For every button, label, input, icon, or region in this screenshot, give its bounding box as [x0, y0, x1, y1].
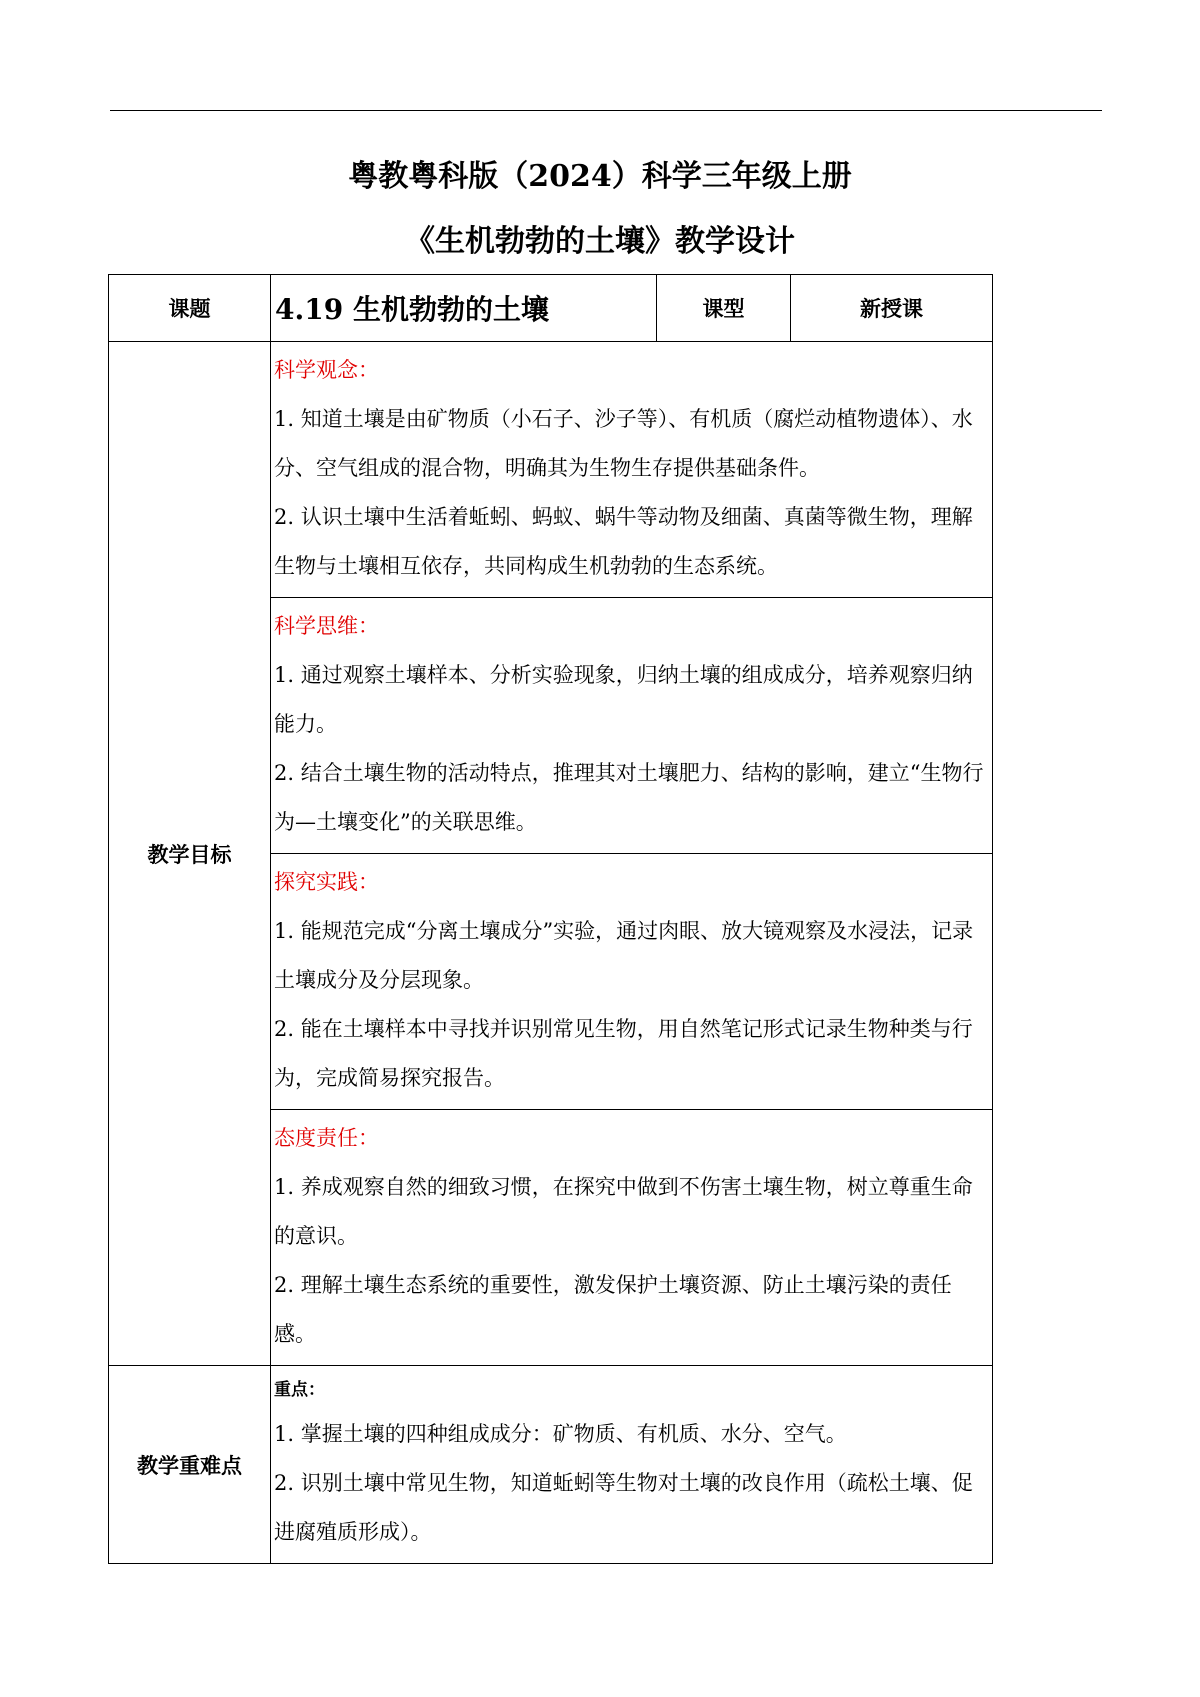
key-point-item: 2. 识别土壤中常见生物，知道蚯蚓等生物对土壤的改良作用（疏松土壤、促进腐殖质形成）。 [274, 1471, 973, 1544]
objective-section [271, 854, 993, 1110]
objective-item: 2. 认识土壤中生活着蚯蚓、蚂蚁、蜗牛等动物及细菌、真菌等微生物，理解生物与土壤相互依存，共同构成生机勃勃的生态系统。 [274, 505, 973, 578]
key-points-heading: 重点： [274, 1380, 325, 1400]
key-points-content [271, 1366, 993, 1564]
top-rule [110, 110, 1102, 111]
key-points-row [109, 1366, 993, 1564]
document-title-line1: 粤教粤科版（2024）科学三年级上册 [348, 159, 852, 194]
section-heading: 态度责任： [274, 1126, 379, 1150]
topic-label: 课题 [109, 275, 271, 342]
section-heading: 科学思维： [274, 614, 379, 638]
key-point-item: 1. 掌握土壤的四种组成成分：矿物质、有机质、水分、空气。 [274, 1422, 847, 1446]
type-label: 课型 [657, 275, 791, 342]
objective-item: 1. 知道土壤是由矿物质（小石子、沙子等）、有机质（腐烂动植物遗体）、水分、空气组成的混合物，明确其为生物生存提供基础条件。 [274, 407, 973, 480]
type-value: 新授课 [791, 275, 993, 342]
section-heading: 探究实践： [274, 870, 379, 894]
objectives-row-concept [109, 342, 993, 598]
section-heading: 科学观念： [274, 358, 379, 382]
objective-item: 2. 能在土壤样本中寻找并识别常见生物，用自然笔记形式记录生物种类与行为，完成简易探究报告。 [274, 1017, 973, 1090]
objective-item: 2. 结合土壤生物的活动特点，推理其对土壤肥力、结构的影响，建立“生物行为—土壤变化”的关联思维。 [274, 761, 984, 834]
header-row [109, 275, 993, 342]
objective-section [271, 342, 993, 598]
lesson-plan-table [108, 274, 993, 1564]
objective-item: 1. 养成观察自然的细致习惯，在探究中做到不伤害土壤生物，树立尊重生命的意识。 [274, 1175, 973, 1248]
topic-value: 4.19 生机勃勃的土壤 [271, 275, 657, 342]
objective-item: 2. 理解土壤生态系统的重要性，激发保护土壤资源、防止土壤污染的责任感。 [274, 1273, 952, 1346]
objective-section [271, 1110, 993, 1366]
objective-item: 1. 能规范完成“分离土壤成分”实验，通过肉眼、放大镜观察及水浸法，记录土壤成分及分层现象。 [274, 919, 974, 992]
key-points-label: 教学重难点 [109, 1366, 271, 1564]
objectives-label: 教学目标 [109, 342, 271, 1366]
objective-section [271, 598, 993, 854]
objective-item: 1. 通过观察土壤样本、分析实验现象，归纳土壤的组成成分，培养观察归纳能力。 [274, 663, 973, 736]
document-title-line2: 《生机勃勃的土壤》教学设计 [405, 224, 795, 259]
